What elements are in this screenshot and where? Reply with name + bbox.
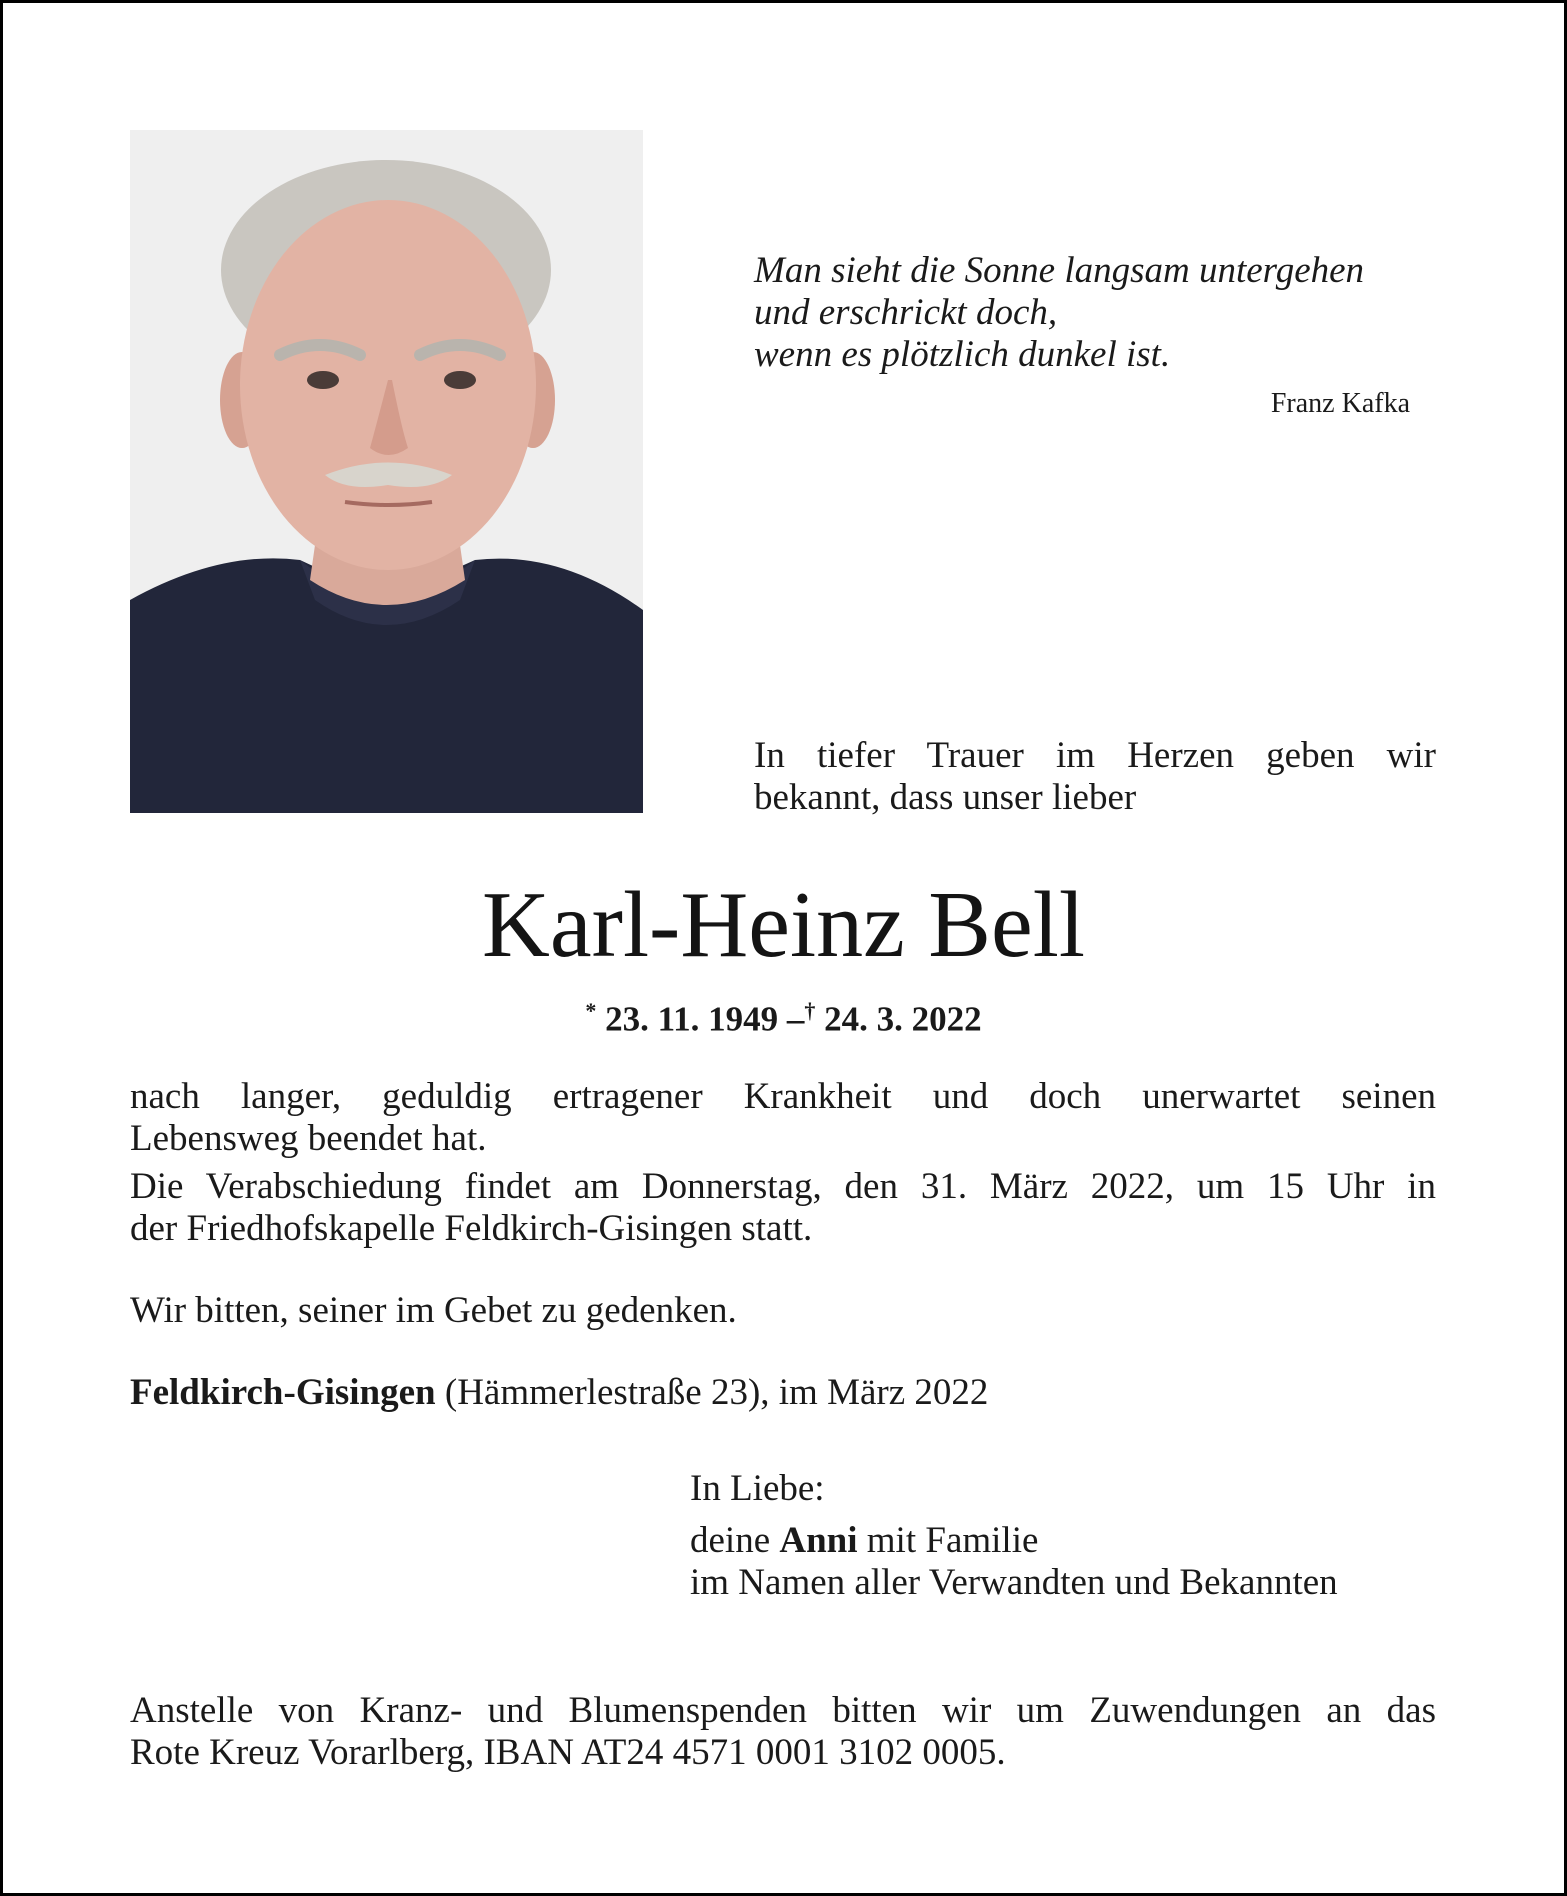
quote-line: und erschrickt doch, xyxy=(754,292,1058,333)
death-symbol: † xyxy=(804,998,816,1023)
body-line: nach langer, geduldig ertragener Krankheit und doch unerwartet seinen xyxy=(130,1076,1436,1117)
donation-notice xyxy=(130,1690,1436,1774)
prayer-request: Wir bitten, seiner im Gebet zu gedenken. xyxy=(130,1290,737,1331)
quote-line: Man sieht die Sonne langsam untergehen xyxy=(754,250,1365,291)
life-dates xyxy=(0,998,1567,1040)
birth-symbol: * xyxy=(585,998,597,1023)
body-line: der Friedhofskapelle Feldkirch-Gisingen statt. xyxy=(130,1208,813,1249)
announcement-intro xyxy=(754,735,1436,819)
signoff-line: im Namen aller Verwandten und Bekannten xyxy=(690,1562,1338,1603)
kafka-quote xyxy=(754,250,1454,376)
intro-line: In tiefer Trauer im Herzen geben wir xyxy=(754,735,1436,776)
footer-line: Rote Kreuz Vorarlberg, IBAN AT24 4571 0001 3102 0005. xyxy=(130,1732,1006,1773)
obituary-body xyxy=(130,1076,1436,1414)
body-line: Lebensweg beendet hat. xyxy=(130,1118,487,1159)
intro-line: bekannt, dass unser lieber xyxy=(754,777,1137,818)
place-details: (Hämmerlestraße 23), im März 2022 xyxy=(435,1372,989,1413)
place-name: Feldkirch-Gisingen xyxy=(130,1372,436,1413)
body-line: Die Verabschiedung findet am Donnerstag, den 31. März 2022, um 15 Uhr in xyxy=(130,1166,1436,1207)
date-separator: – xyxy=(786,999,805,1039)
signoff-heading: In Liebe: xyxy=(690,1468,825,1509)
deceased-name: Karl-Heinz Bell xyxy=(482,873,1085,977)
place-and-date xyxy=(130,1372,1436,1414)
birth-date: 23. 11. 1949 xyxy=(605,999,779,1039)
quote-line: wenn es plötzlich dunkel ist. xyxy=(754,334,1171,375)
signoff-text: deine xyxy=(690,1520,780,1561)
footer-line: Anstelle von Kranz- und Blumenspenden bitten wir um Zuwendungen an das xyxy=(130,1690,1436,1731)
signoff-line xyxy=(690,1520,1450,1562)
death-date: 24. 3. 2022 xyxy=(824,999,982,1039)
family-signoff xyxy=(690,1468,1450,1604)
signoff-name: Anni xyxy=(779,1520,858,1561)
quote-author: Franz Kafka xyxy=(1270,388,1410,419)
signoff-text: mit Familie xyxy=(857,1520,1039,1561)
portrait-photo xyxy=(130,130,643,813)
